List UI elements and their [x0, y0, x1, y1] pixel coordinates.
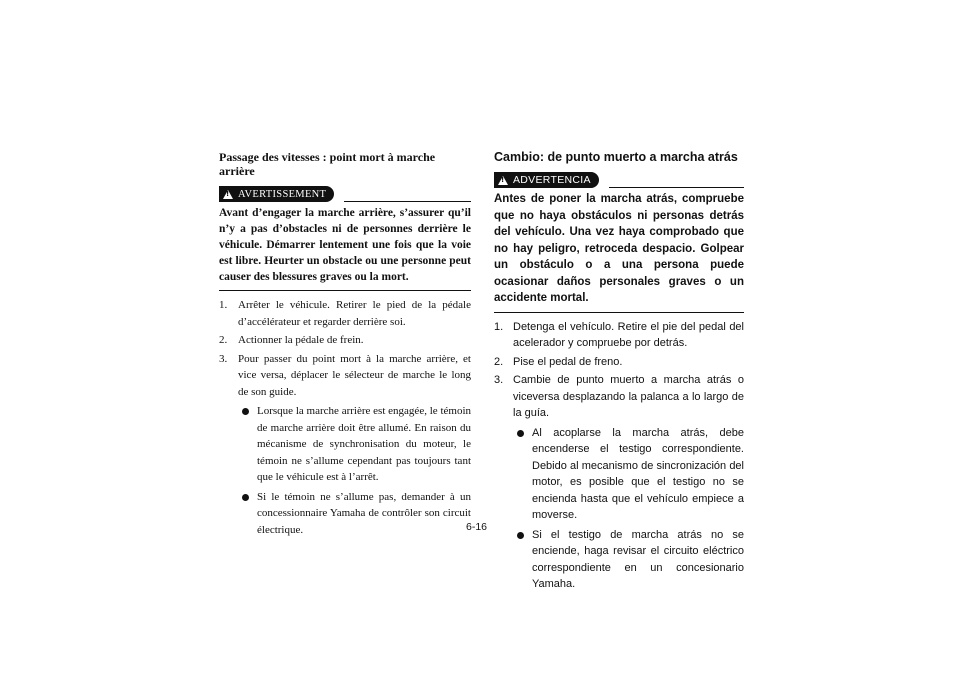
bullet-item	[238, 403, 471, 486]
warning-rule	[609, 187, 744, 188]
warning-label: AVERTISSEMENT	[238, 188, 327, 200]
warning-rule	[344, 201, 471, 202]
step-text: Cambie de punto muerto a marcha atrás o viceversa desplazando la palanca a lo largo de la guía.	[513, 374, 744, 419]
step-number: 3.	[219, 352, 228, 365]
steps-list	[219, 297, 471, 538]
warning-text: Antes de poner la marcha atrás, compruebe que no haya obstáculos ni personas detrás del vehículo. Una vez haya comprobado que no hay peligro, retroceda despacio. Golpear un obstáculo o a una persona puede ocasionar daños personales graves o un accidente mortal.	[494, 191, 744, 313]
step-text: Pour passer du point mort à la marche arrière, et vice versa, déplacer le sélecteur de marche le long de son guide.	[238, 352, 471, 398]
step-item	[219, 351, 471, 539]
french-column	[219, 150, 471, 541]
step-item	[219, 332, 471, 349]
bullet-item	[513, 527, 744, 593]
bullet-text: Al acoplarse la marcha atrás, debe encenderse el testigo correspondiente. Debido al mecanismo de sincronización del motor, es posible que el testigo no se encienda hasta que el vehículo empiece a moverse.	[532, 426, 744, 521]
bullet-icon	[517, 532, 524, 539]
warning-label: ADVERTENCIA	[513, 174, 591, 186]
bullet-text: Lorsque la marche arrière est engagée, le témoin de marche arrière doit être allumé. En raison du mécanisme de synchronisation du moteur, le témoin ne s’allume cependant pas toujours tant que le véhicule est à l’arrêt.	[257, 405, 471, 483]
section-title: Passage des vitesses : point mort à marche arrière	[219, 150, 436, 178]
spanish-column	[494, 150, 744, 596]
step-item	[494, 354, 744, 371]
bullet-icon	[242, 408, 249, 415]
step-text: Actionner la pédale de frein.	[238, 334, 364, 346]
page-number: 6-16	[466, 521, 488, 533]
bullet-item	[238, 489, 471, 539]
section-title: Cambio: de punto muerto a marcha atrás	[494, 150, 738, 164]
step-item	[494, 319, 744, 352]
bullet-icon	[242, 494, 249, 501]
step-text: Arrêter le véhicule. Retirer le pied de la pédale d’accélérateur et regarder derrière soi.	[238, 299, 471, 328]
step-number: 3.	[494, 374, 504, 386]
step-item	[494, 372, 744, 593]
step-text: Detenga el vehículo. Retire el pie del pedal del acelerador y compruebe por detrás.	[513, 320, 744, 349]
step-number: 1.	[494, 320, 504, 333]
step-item	[219, 297, 471, 330]
warning-badge	[494, 172, 599, 188]
warning-header	[494, 172, 744, 188]
bullet-item	[513, 425, 744, 524]
bullet-list	[513, 425, 744, 593]
step-number: 2.	[219, 334, 228, 346]
bullet-list	[238, 403, 471, 538]
warning-triangle-icon	[498, 176, 508, 185]
bullet-text: Si el testigo de marcha atrás no se enciende, haga revisar el circuito eléctrico correspondiente en un concesionario Yamaha.	[532, 528, 744, 590]
steps-list	[494, 319, 744, 593]
warning-text: Avant d’engager la marche arrière, s’assurer qu’il n’y a pas d’obstacles ni de personnes derrière le véhicule. Démarrer lentement une fois que la voie est libre. Heurter un obstacle ou une personne peut causer des blessures graves ou la mort.	[219, 205, 471, 291]
warning-badge	[219, 186, 334, 202]
step-number: 1.	[219, 299, 228, 311]
warning-triangle-icon	[223, 190, 233, 199]
step-text: Pise el pedal de freno.	[513, 355, 623, 368]
step-number: 2.	[494, 355, 504, 368]
bullet-icon	[517, 430, 524, 437]
warning-header	[219, 186, 471, 202]
bullet-text: Si le témoin ne s’allume pas, demander à un concessionnaire Yamaha de contrôler son circuit électrique.	[257, 490, 471, 536]
